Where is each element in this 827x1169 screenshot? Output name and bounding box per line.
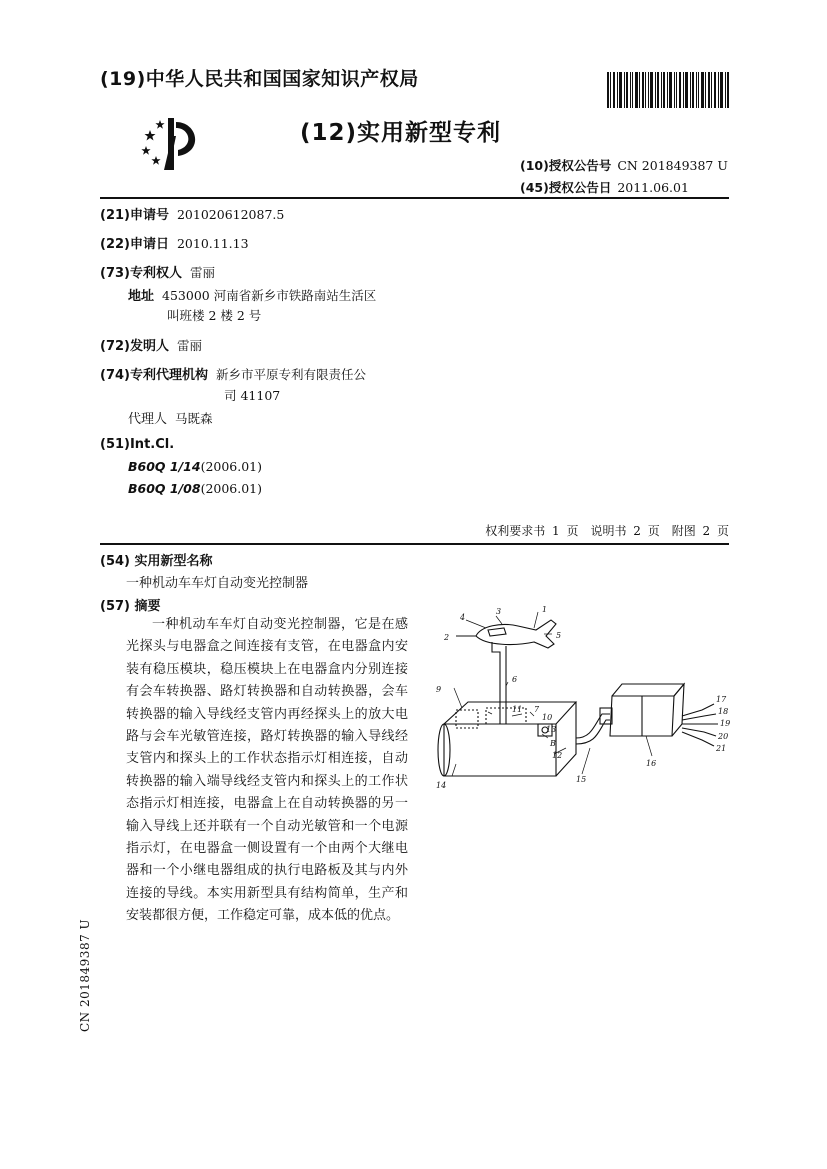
ipc-year: (2006.01)	[200, 459, 263, 474]
figure-label: B	[550, 739, 556, 748]
abstract-label: (57) 摘要	[100, 599, 161, 614]
figure-label: 16	[646, 759, 657, 768]
agent: 马既森	[175, 411, 213, 426]
sipo-logo-icon	[138, 116, 208, 172]
section-divider	[100, 543, 729, 545]
agent-row	[128, 408, 213, 427]
address-line-2: 叫班楼 2 楼 2 号	[167, 308, 262, 323]
cable	[576, 714, 610, 744]
agency-line-1: 新乡市平原专利有限责任公	[215, 367, 366, 382]
output-wires	[682, 704, 718, 746]
patentee: 雷丽	[189, 265, 215, 280]
patentee-row	[100, 262, 215, 281]
publication-number-label: (10)授权公告号	[520, 158, 612, 173]
publication-date-row	[520, 178, 689, 196]
office-name: (19)中华人民共和国国家知识产权局	[100, 68, 419, 90]
address-line-2-row	[167, 306, 261, 324]
figure-label: 9	[436, 685, 442, 694]
figure-label: 18	[718, 707, 729, 716]
document-type: (12)实用新型专利	[300, 120, 502, 146]
utility-model-title: 一种机动车车灯自动变光控制器	[126, 576, 309, 591]
figure-label: 13	[546, 725, 557, 734]
address-line-1: 453000 河南省新乡市铁路南站生活区	[162, 288, 377, 303]
address-row	[128, 285, 376, 304]
figure-label: 19	[720, 719, 730, 728]
barcode	[607, 72, 729, 108]
figure-label: 3	[496, 607, 502, 616]
ipc-year: (2006.01)	[200, 481, 263, 496]
patentee-label: (73)专利权人	[100, 266, 182, 281]
ipc-class: B60Q 1/08	[128, 481, 201, 496]
figure-label: 5	[556, 631, 562, 640]
publication-date-label: (45)授权公告日	[520, 180, 612, 195]
relay-board	[600, 684, 684, 736]
figure-label: 12	[552, 751, 563, 760]
ipc-class: B60Q 1/14	[128, 459, 201, 474]
inventor-label: (72)发明人	[100, 339, 169, 354]
agency-row	[100, 364, 366, 383]
ipc-entry	[128, 481, 262, 496]
figure-label: 14	[436, 781, 447, 790]
inventor: 雷丽	[176, 338, 202, 353]
publication-number: CN 201849387 U	[617, 158, 728, 173]
agency-line-2-row	[224, 386, 280, 404]
figure-label: 10	[542, 713, 553, 722]
application-number: 201020612087.5	[176, 207, 285, 222]
figure-label: 2	[444, 633, 450, 642]
figure-label: 4	[460, 613, 466, 622]
header-divider	[100, 197, 729, 199]
figure-label: 1	[542, 606, 548, 614]
agency-line-2: 司 41107	[224, 388, 281, 403]
agency-label: (74)专利代理机构	[100, 368, 208, 383]
spine-publication-number: CN 201849387 U	[78, 918, 92, 1032]
support-tube	[492, 642, 506, 724]
sensor-probe	[456, 620, 556, 648]
application-date: 2010.11.13	[176, 236, 249, 251]
abstract-figure	[426, 606, 730, 806]
application-date-row	[100, 233, 249, 252]
ipc-entry	[128, 459, 262, 474]
application-number-label: (21)申请号	[100, 208, 169, 223]
application-number-row	[100, 204, 284, 223]
figure-label: 6	[512, 675, 518, 684]
title-label: (54) 实用新型名称	[100, 554, 213, 569]
figure-label: 17	[716, 695, 727, 704]
ipc-label: (51)Int.Cl.	[100, 437, 175, 452]
figure-label: 21	[716, 744, 727, 753]
figure-label: 15	[576, 775, 587, 784]
publication-date: 2011.06.01	[617, 180, 689, 195]
figure-label: 7	[534, 705, 540, 714]
page-count: 权利要求书 1 页 说明书 2 页 附图 2 页	[485, 524, 729, 538]
address-label: 地址	[128, 289, 155, 304]
application-date-label: (22)申请日	[100, 237, 169, 252]
figure-label: 11	[512, 705, 523, 714]
publication-number-row	[520, 156, 728, 174]
abstract-text: 一种机动车车灯自动变光控制器，它是在感光探头与电器盒之间连接有支管，在电器盒内安装有稳压模块，稳压模块上在电器盒内分别连接有会车转换器、路灯转换器和自动转换器，会车转换器的输入导线经支管内再经探头上的放大电路与会车光敏管连接，路灯转换器的输入导线经支管内和探头上的工作状态指示灯相连接，自动转换器的输入端导线经支管内和探头上的工作状态指示灯相连接，电器盒上在自动转换器的另一输入导线上还并联有一个自动光敏管和一个电源指示灯，在电器盒一侧设置有一个由两个大继电器和一个小继电器组成的执行电路板及其与内外连接的导线。本实用新型具有结构简单，生产和安装都很方便，工作稳定可靠，成本低的优点。	[126, 617, 408, 924]
ipc-label-row	[100, 437, 174, 452]
inventor-row	[100, 335, 202, 354]
agent-label: 代理人	[128, 412, 168, 427]
figure-label: 20	[718, 732, 729, 741]
